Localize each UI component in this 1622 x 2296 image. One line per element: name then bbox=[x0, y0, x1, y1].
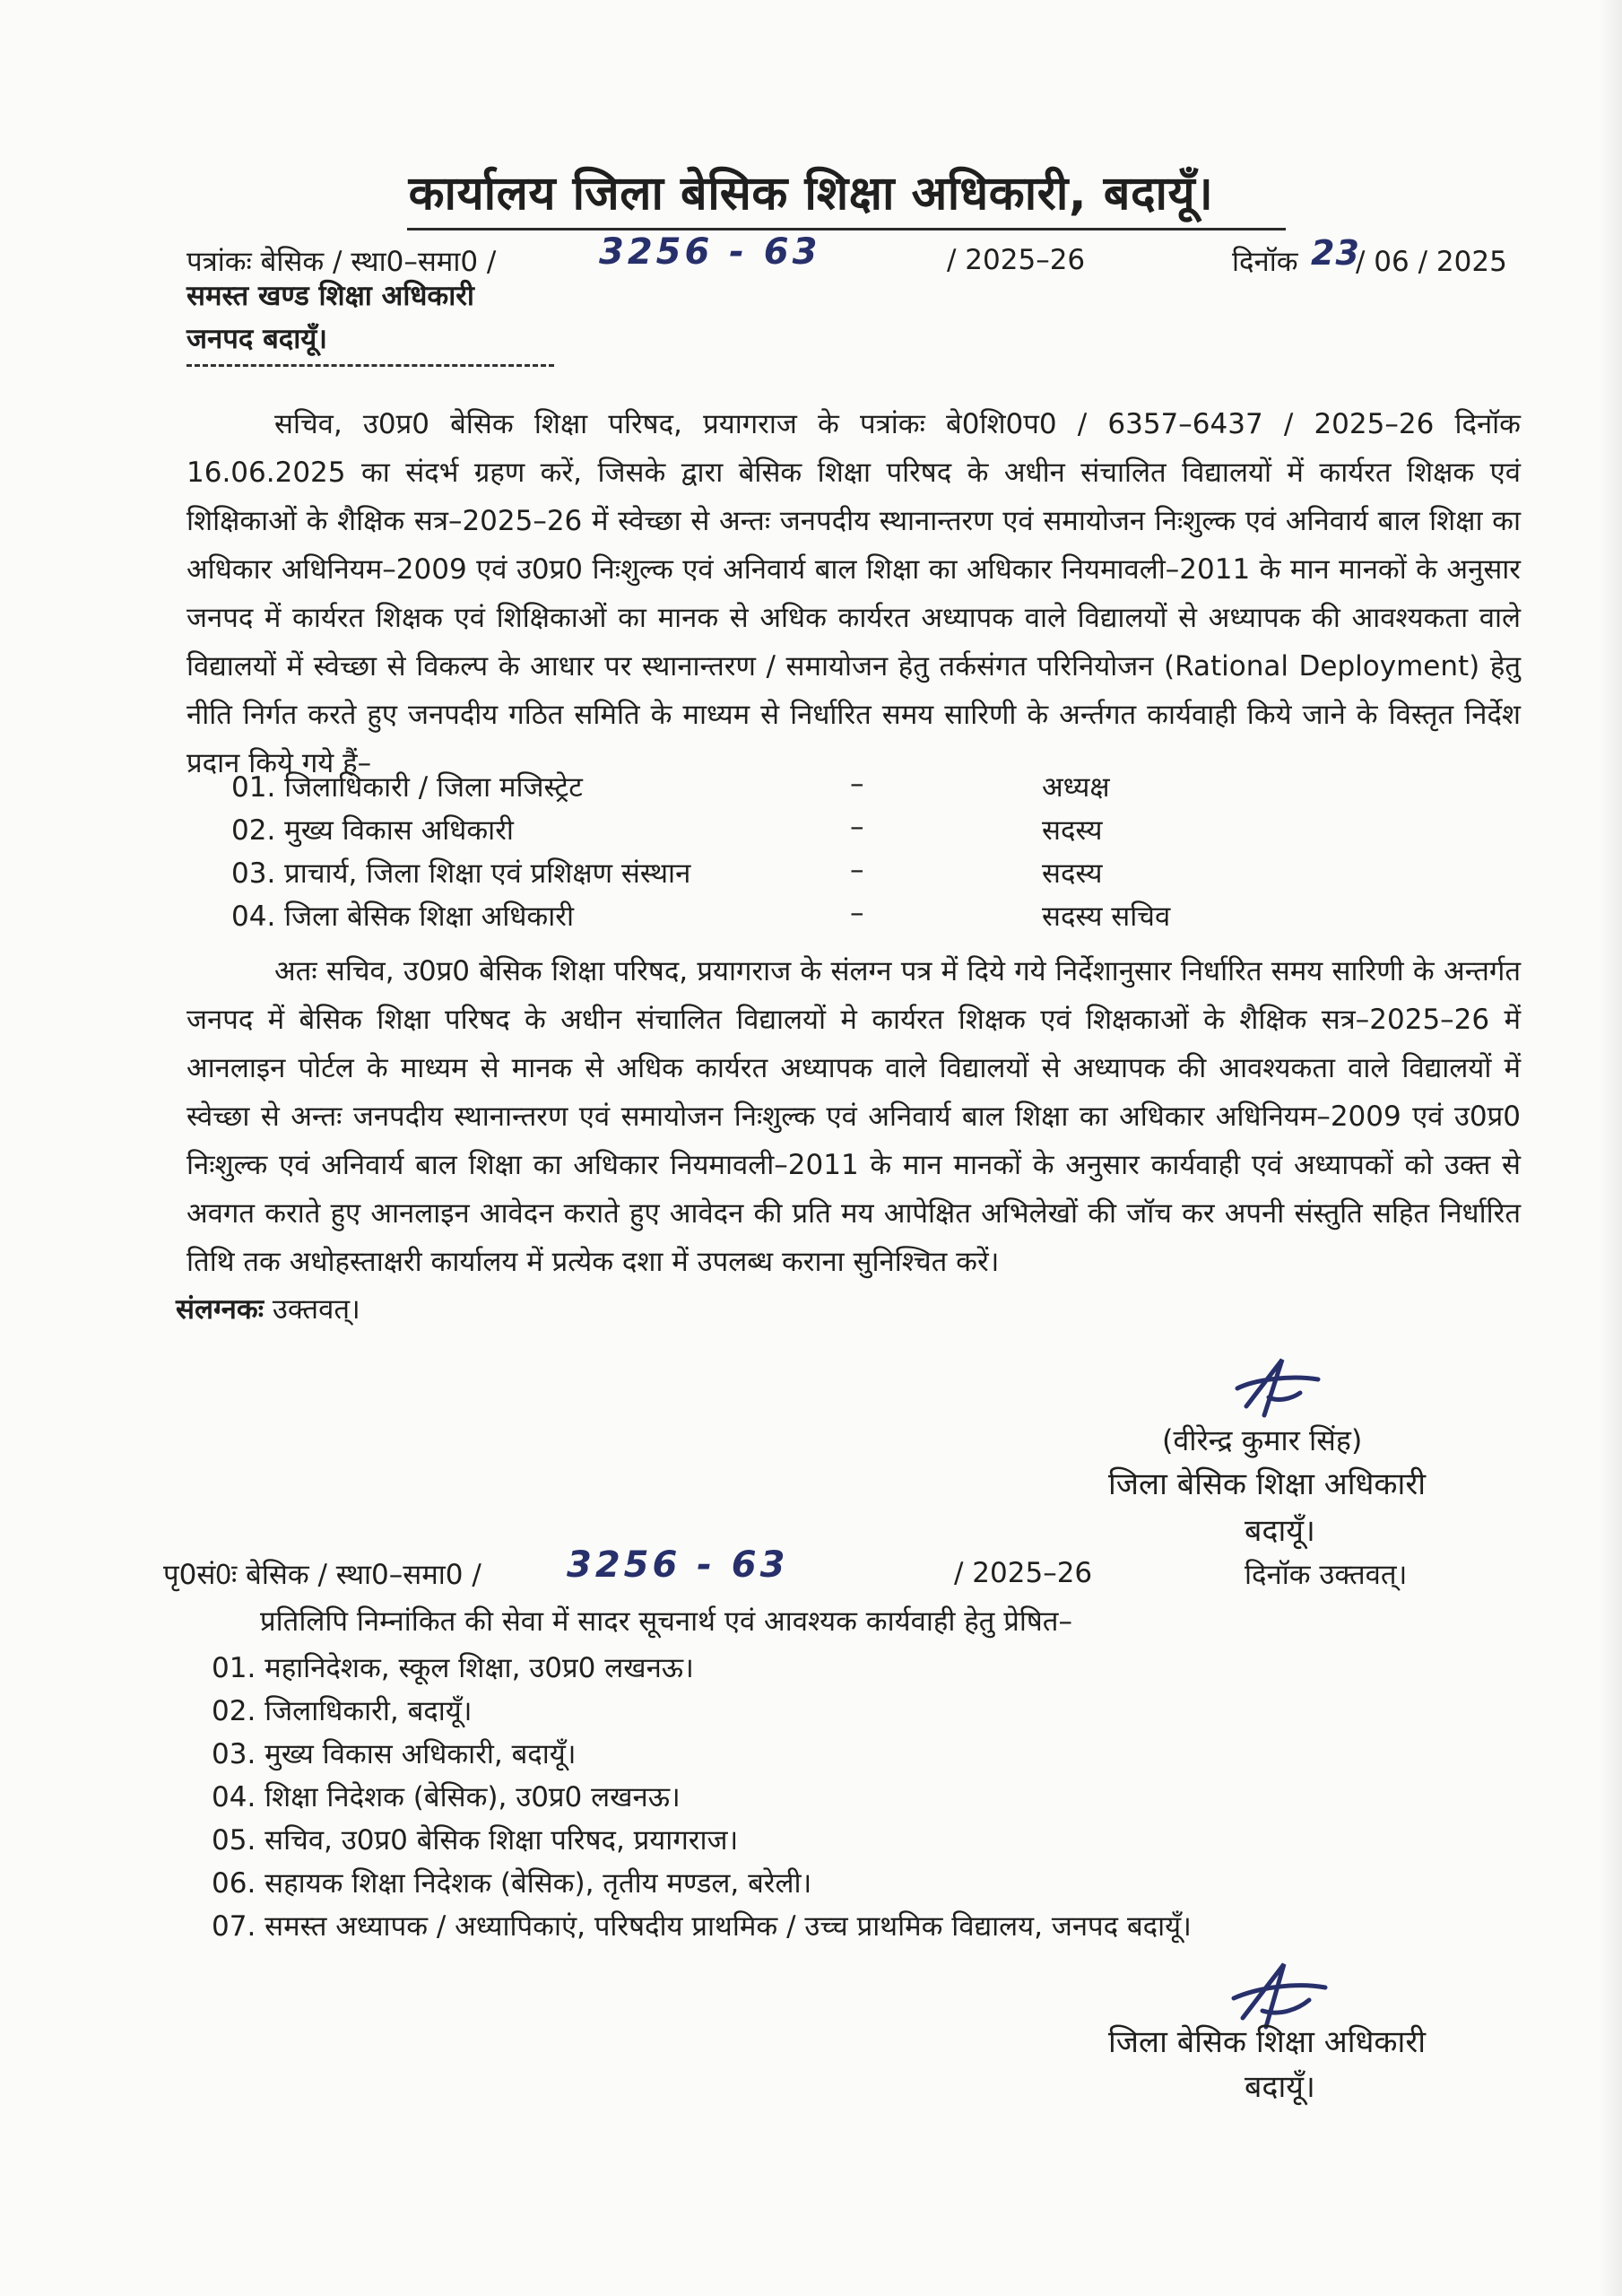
copy-recipient-item: 04. शिक्षा निदेशक (बेसिक), उ0प्र0 लखनऊ। bbox=[212, 1781, 681, 1813]
copy-ref-number-handwritten: 3256 - 63 bbox=[567, 1544, 789, 1586]
ref-number-handwritten: 3256 - 63 bbox=[599, 231, 821, 273]
signature-mark-1 bbox=[1228, 1352, 1327, 1424]
enclosure-value: उक्तवत्। bbox=[272, 1293, 360, 1326]
committee-member-role: सदस्य bbox=[1042, 814, 1103, 847]
date-day-handwritten: 23 bbox=[1311, 233, 1360, 273]
separator-dashes bbox=[186, 364, 554, 367]
copy-signatory-place: बदायूँ। bbox=[1245, 2069, 1315, 2105]
committee-member-name: 02. मुख्य विकास अधिकारी bbox=[231, 814, 514, 847]
paragraph-1-text: सचिव, उ0प्र0 बेसिक शिक्षा परिषद, प्रयागराज के पत्रांकः बे0शि0प0 / 6357–6437 / 2025–26 दिनॉक 16.06.2025 का संदर्भ ग्रहण करें, जिसके द्वारा बेसिक शिक्षा परिषद के अधीन संचालित विद्यालयों में कार्यरत शिक्षक एवं शिक्षिकाओं के शैक्षिक सत्र–2025–26 में स्वेच्छा से अन्तः जनपदीय स्थानान्तरण एवं समायोजन निःशुल्क एवं अनिवार्य बाल शिक्षा का अधिकार अधिनियम–2009 एवं उ0प्र0 निःशुल्क एवं अनिवार्य बाल शिक्षा का अधिकार नियमावली–2011 के मान मानकों के अनुसार जनपद में कार्यरत शिक्षक एवं शिक्षिकाओं का मानक से अधिक कार्यरत अध्यापक वाले विद्यालयों से अध्यापक की आवश्यकता वाले विद्यालयों में स्वेच्छा से विकल्प के आधार पर स्थानान्तरण / समायोजन हेतु तर्कसंगत परिनियोजन (Rational Deployment) हेतु नीति निर्गत करते हुए जनपदीय गठित समिति के माध्यम से निर्धारित समय सारिणी के अर्न्तगत कार्यवाही किये जाने के विस्तृत निर्देश प्रदान किये गये हैं– bbox=[186, 408, 1521, 779]
addressee-line1: समस्त खण्ड शिक्षा अधिकारी bbox=[186, 280, 474, 312]
copy-date: दिनॉक उक्तवत्। bbox=[1245, 1559, 1408, 1591]
signatory-place: बदायूँ। bbox=[1245, 1513, 1315, 1549]
copy-intro: प्रतिलिपि निम्नांकित की सेवा में सादर सूचनार्थ एवं आवश्यक कार्यवाही हेतु प्रेषित– bbox=[260, 1605, 1072, 1638]
copy-recipient-item: 06. सहायक शिक्षा निदेशक (बेसिक), तृतीय मण्डल, बरेली। bbox=[212, 1867, 812, 1900]
paragraph-2-text: अतः सचिव, उ0प्र0 बेसिक शिक्षा परिषद, प्रयागराज के संलग्न पत्र में दिये गये निर्देशानुसार निर्धारित समय सारिणी के अन्तर्गत जनपद में बेसिक शिक्षा परिषद के अधीन संचालित विद्यालयों मे कार्यरत शिक्षक एवं शिक्षकाओं के शैक्षिक सत्र–2025–26 में आनलाइन पोर्टल के माध्यम से मानक से अधिक कार्यरत अध्यापक वाले विद्यालयों से अध्यापक की आवश्यकता वाले विद्यालयों में स्वेच्छा से अन्तः जनपदीय स्थानान्तरण एवं समायोजन निःशुल्क एवं अनिवार्य बाल शिक्षा का अधिकार अधिनियम–2009 एवं उ0प्र0 निःशुल्क एवं अनिवार्य बाल शिक्षा का अधिकार नियमावली–2011 के मान मानकों के अनुसार कार्यवाही एवं अध्यापकों को उक्त से अवगत कराते हुए आनलाइन आवेदन कराते हुए आवेदन की प्रति मय आपेक्षित अभिलेखों की जॉच कर अपनी संस्तुति सहित निर्धारित तिथि तक अधोहस्ताक्षरी कार्यालय में प्रत्येक दशा में उपलब्ध कराना सुनिश्चित करें। bbox=[186, 955, 1522, 1278]
committee-member-name: 03. प्राचार्य, जिला शिक्षा एवं प्रशिक्षण संस्थान bbox=[231, 857, 691, 890]
office-title: कार्यालय जिला बेसिक शिक्षा अधिकारी, बदायूँ। bbox=[408, 167, 1214, 221]
committee-member-role: सदस्य सचिव bbox=[1042, 900, 1171, 933]
copy-recipient-item: 07. समस्त अध्यापक / अध्यापिकाएं, परिषदीय प्राथमिक / उच्च प्राथमिक विद्यालय, जनपद बदायूँ। bbox=[212, 1910, 1192, 1943]
copy-recipient-item: 03. मुख्य विकास अधिकारी, बदायूँ। bbox=[212, 1738, 577, 1770]
copy-recipient-item: 05. सचिव, उ0प्र0 बेसिक शिक्षा परिषद, प्रयागराज। bbox=[212, 1824, 739, 1857]
copy-recipient-item: 02. जिलाधिकारी, बदायूँ। bbox=[212, 1695, 473, 1727]
committee-dash: – bbox=[850, 897, 864, 929]
paragraph-1 bbox=[186, 400, 1521, 787]
enclosure-label: संलग्नकः bbox=[176, 1293, 264, 1326]
date-prefix: दिनॉक bbox=[1232, 246, 1298, 278]
enclosure-line bbox=[176, 1290, 360, 1327]
ref-year: / 2025–26 bbox=[947, 244, 1086, 276]
signatory-title: जिला बेसिक शिक्षा अधिकारी bbox=[1108, 1466, 1427, 1502]
page-edge-shadow bbox=[1599, 0, 1622, 2296]
committee-member-name: 01. जिलाधिकारी / जिला मजिस्ट्रेट bbox=[231, 771, 583, 804]
committee-member-role: सदस्य bbox=[1042, 857, 1103, 890]
paragraph-2 bbox=[186, 947, 1521, 1286]
copy-ref-prefix: पृ0सं0ः बेसिक / स्था0–समा0 / bbox=[163, 1559, 481, 1591]
signatory-name: (वीरेन्द्र कुमार सिंह) bbox=[1162, 1423, 1363, 1457]
committee-dash: – bbox=[850, 811, 864, 843]
title-underline bbox=[407, 228, 1286, 230]
committee-member-name: 04. जिला बेसिक शिक्षा अधिकारी bbox=[231, 900, 574, 933]
committee-dash: – bbox=[850, 854, 864, 886]
copy-signatory-title: जिला बेसिक शिक्षा अधिकारी bbox=[1108, 2024, 1427, 2060]
copy-recipient-item: 01. महानिदेशक, स्कूल शिक्षा, उ0प्र0 लखनऊ। bbox=[212, 1652, 694, 1684]
date-rest: / 06 / 2025 bbox=[1356, 246, 1507, 278]
ref-prefix: पत्रांकः बेसिक / स्था0–समा0 / bbox=[186, 246, 497, 278]
committee-member-role: अध्यक्ष bbox=[1042, 771, 1110, 804]
addressee-line2: जनपद बदायूँ। bbox=[186, 323, 327, 355]
committee-dash: – bbox=[850, 768, 864, 800]
copy-ref-year: / 2025–26 bbox=[954, 1557, 1093, 1589]
